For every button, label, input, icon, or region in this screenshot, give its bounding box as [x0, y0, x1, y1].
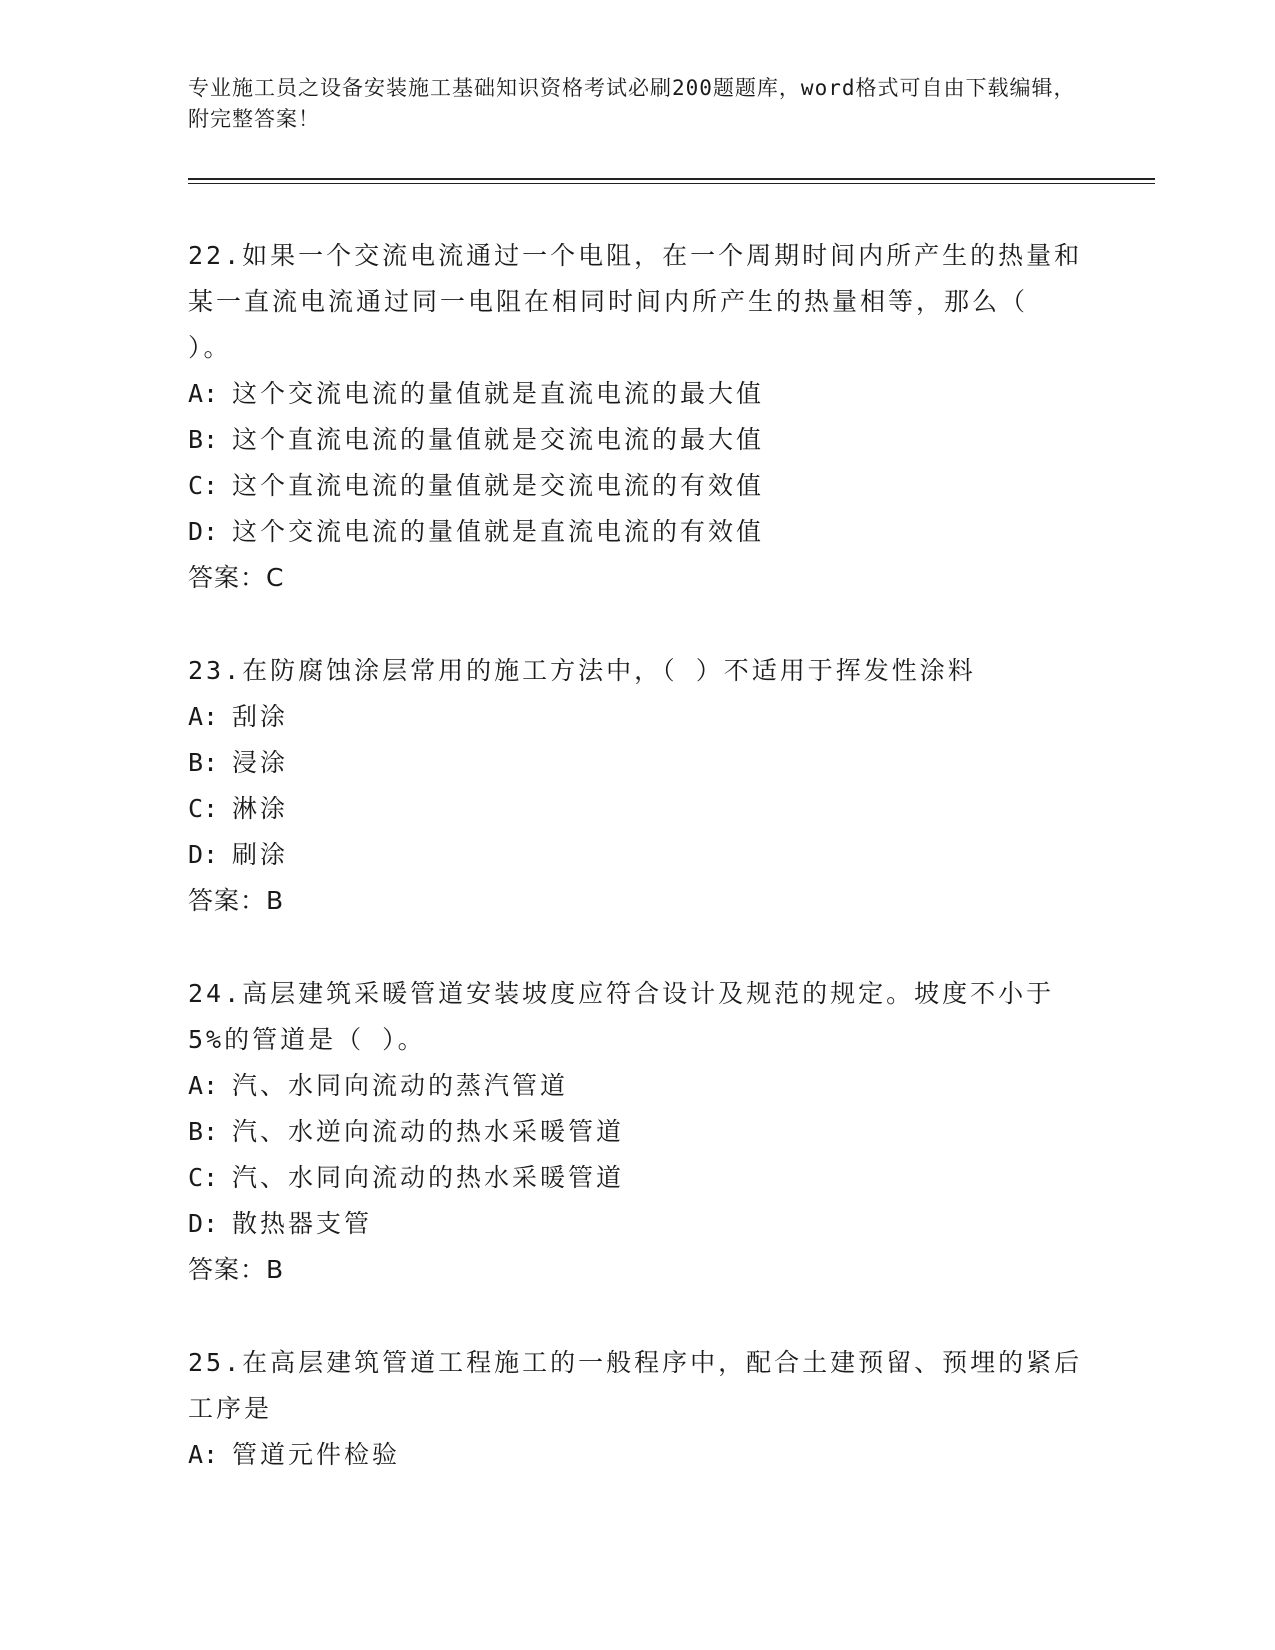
- option-text: 刮涂: [232, 702, 289, 731]
- answer-line: 答案：C: [188, 563, 285, 592]
- option-text: 管道元件检验: [232, 1440, 401, 1469]
- option-text: 这个直流电流的量值就是交流电流的最大值: [232, 425, 765, 454]
- option-text: 这个交流电流的量值就是直流电流的最大值: [232, 379, 765, 408]
- answer-line: 答案：B: [188, 886, 285, 915]
- option-c: [188, 786, 1088, 832]
- option-b: [188, 740, 1088, 786]
- option-c: [188, 463, 1088, 509]
- question-25: [188, 1340, 1088, 1478]
- option-letter: A:: [188, 702, 219, 731]
- option-text: 淋涂: [232, 794, 289, 823]
- option-letter: A:: [188, 379, 219, 408]
- option-text: 汽、水同向流动的热水采暖管道: [232, 1163, 625, 1192]
- option-b: [188, 1109, 1088, 1155]
- option-c: [188, 1155, 1088, 1201]
- option-letter: B:: [188, 425, 219, 454]
- option-d: [188, 1201, 1088, 1247]
- option-a: [188, 694, 1088, 740]
- option-text: 这个直流电流的量值就是交流电流的有效值: [232, 471, 765, 500]
- option-text: 散热器支管: [232, 1209, 373, 1238]
- option-text: 刷涂: [232, 840, 289, 869]
- option-letter: A:: [188, 1071, 219, 1100]
- question-24: [188, 971, 1088, 1293]
- option-a: [188, 1432, 1088, 1478]
- question-stem: 23.在防腐蚀涂层常用的施工方法中，（ ）不适用于挥发性涂料: [188, 656, 976, 685]
- option-text: 这个交流电流的量值就是直流电流的有效值: [232, 517, 765, 546]
- header-divider-thick: [188, 178, 1155, 180]
- option-letter: C:: [188, 1163, 219, 1192]
- option-d: [188, 509, 1088, 555]
- question-stem: 22.如果一个交流电流通过一个电阻，在一个周期时间内所产生的热量和某一直流电流通过同一电阻在相同时间内所产生的热量相等，那么（ ）。: [188, 241, 1083, 362]
- option-text: 汽、水逆向流动的热水采暖管道: [232, 1117, 625, 1146]
- question-23: [188, 648, 1088, 924]
- question-stem: 25.在高层建筑管道工程施工的一般程序中，配合土建预留、预埋的紧后工序是: [188, 1348, 1083, 1423]
- question-list: [188, 233, 1088, 1525]
- option-text: 汽、水同向流动的蒸汽管道: [232, 1071, 569, 1100]
- answer-line: 答案：B: [188, 1255, 285, 1284]
- option-letter: A:: [188, 1440, 219, 1469]
- option-letter: C:: [188, 471, 219, 500]
- option-d: [188, 832, 1088, 878]
- question-stem: 24.高层建筑采暖管道安装坡度应符合设计及规范的规定。坡度不小于5%的管道是（ ）。: [188, 979, 1055, 1054]
- option-b: [188, 417, 1088, 463]
- header-divider-thin: [188, 183, 1155, 184]
- option-letter: D:: [188, 1209, 219, 1238]
- option-a: [188, 1063, 1088, 1109]
- option-text: 浸涂: [232, 748, 289, 777]
- option-letter: C:: [188, 794, 219, 823]
- option-letter: B:: [188, 1117, 219, 1146]
- option-letter: D:: [188, 840, 219, 869]
- option-letter: D:: [188, 517, 219, 546]
- option-letter: B:: [188, 748, 219, 777]
- document-header: 专业施工员之设备安装施工基础知识资格考试必刷200题题库，word格式可自由下载编辑，附完整答案！: [188, 76, 1076, 131]
- option-a: [188, 371, 1088, 417]
- question-22: [188, 233, 1088, 601]
